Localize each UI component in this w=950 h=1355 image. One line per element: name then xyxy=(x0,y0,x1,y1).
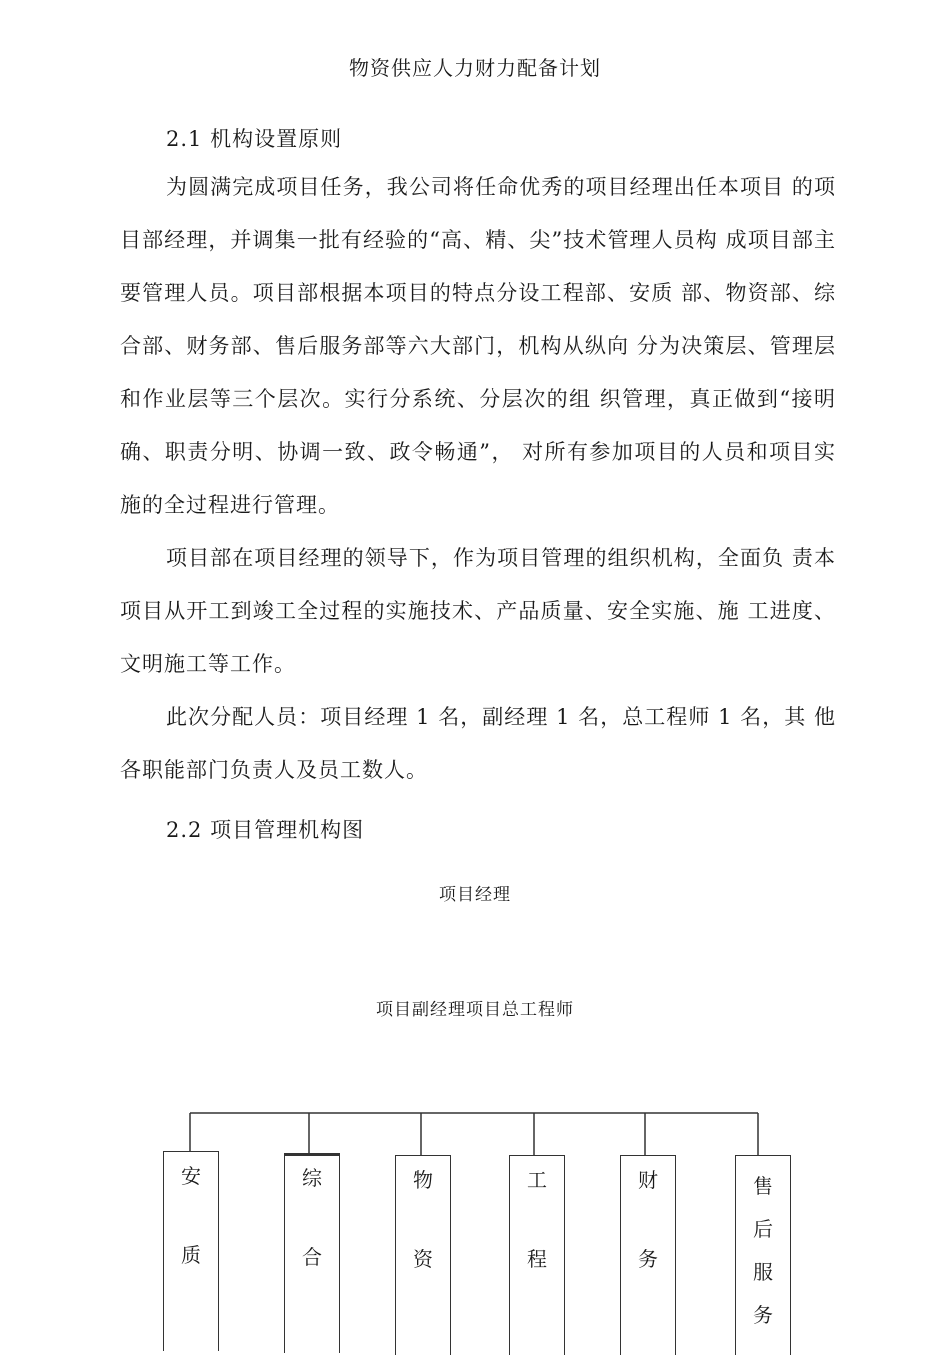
dept-char: 务 xyxy=(638,1247,658,1271)
dept-char: 质 xyxy=(181,1243,201,1267)
page-title: 物资供应人力财力配备计划 xyxy=(349,56,601,80)
dept-char: 综 xyxy=(302,1166,322,1190)
dept-box-shouhou-fuwu xyxy=(735,1155,791,1355)
dept-char: 资 xyxy=(413,1247,433,1271)
dept-char: 务 xyxy=(753,1303,773,1327)
section-heading-2-1: 2.1 机构设置原则 xyxy=(166,127,343,151)
dept-char: 服 xyxy=(753,1260,773,1284)
dept-box-zonghe xyxy=(284,1153,340,1353)
dept-char: 工 xyxy=(527,1168,547,1192)
paragraph-staffing: 此次分配人员：项目经理 1 名，副经理 1 名，总工程师 1 名，其 他各职能部门负责人及员工数人。 xyxy=(120,705,836,782)
section-heading-2-2: 2.2 项目管理机构图 xyxy=(166,818,365,842)
dept-char: 程 xyxy=(527,1247,547,1271)
paragraph-responsibility: 项目部在项目经理的领导下，作为项目管理的组织机构，全面负 责本项目从开工到竣工全过程的实施技术、产品质量、安全实施、施 工进度、文明施工等工作。 xyxy=(120,546,836,676)
dept-char: 财 xyxy=(638,1168,658,1192)
org-chart-second-node: 项目副经理项目总工程师 xyxy=(376,1000,574,1020)
dept-char: 售 xyxy=(753,1174,773,1198)
dept-box-wuzi xyxy=(395,1155,451,1355)
dept-char: 后 xyxy=(753,1217,773,1241)
dept-box-anzhi xyxy=(163,1151,219,1351)
dept-box-caiwu xyxy=(620,1155,676,1355)
dept-char: 物 xyxy=(413,1168,433,1192)
dept-char: 安 xyxy=(181,1164,201,1188)
paragraph-principle: 为圆满完成项目任务，我公司将任命优秀的项目经理出任本项目 的项目部经理，并调集一批有经验的“高、精、尖”技术管理人员构 成项目部主要管理人员。项目部根据本项目的特点分设工程部、安质 部、物资部、综合部、财务部、售后服务部等六大部门，机构从纵向 分为决策层、管理层和作业层等三个层次。实行分系统、分层次的组 织管理，真正做到“接明确、职责分明、协调一致、政令畅通”， 对所有参加项目的人员和项目实施的全过程进行管理。 xyxy=(120,175,836,517)
dept-box-gongcheng xyxy=(509,1155,565,1355)
org-chart-top-node: 项目经理 xyxy=(439,885,511,905)
dept-char: 合 xyxy=(302,1245,322,1269)
